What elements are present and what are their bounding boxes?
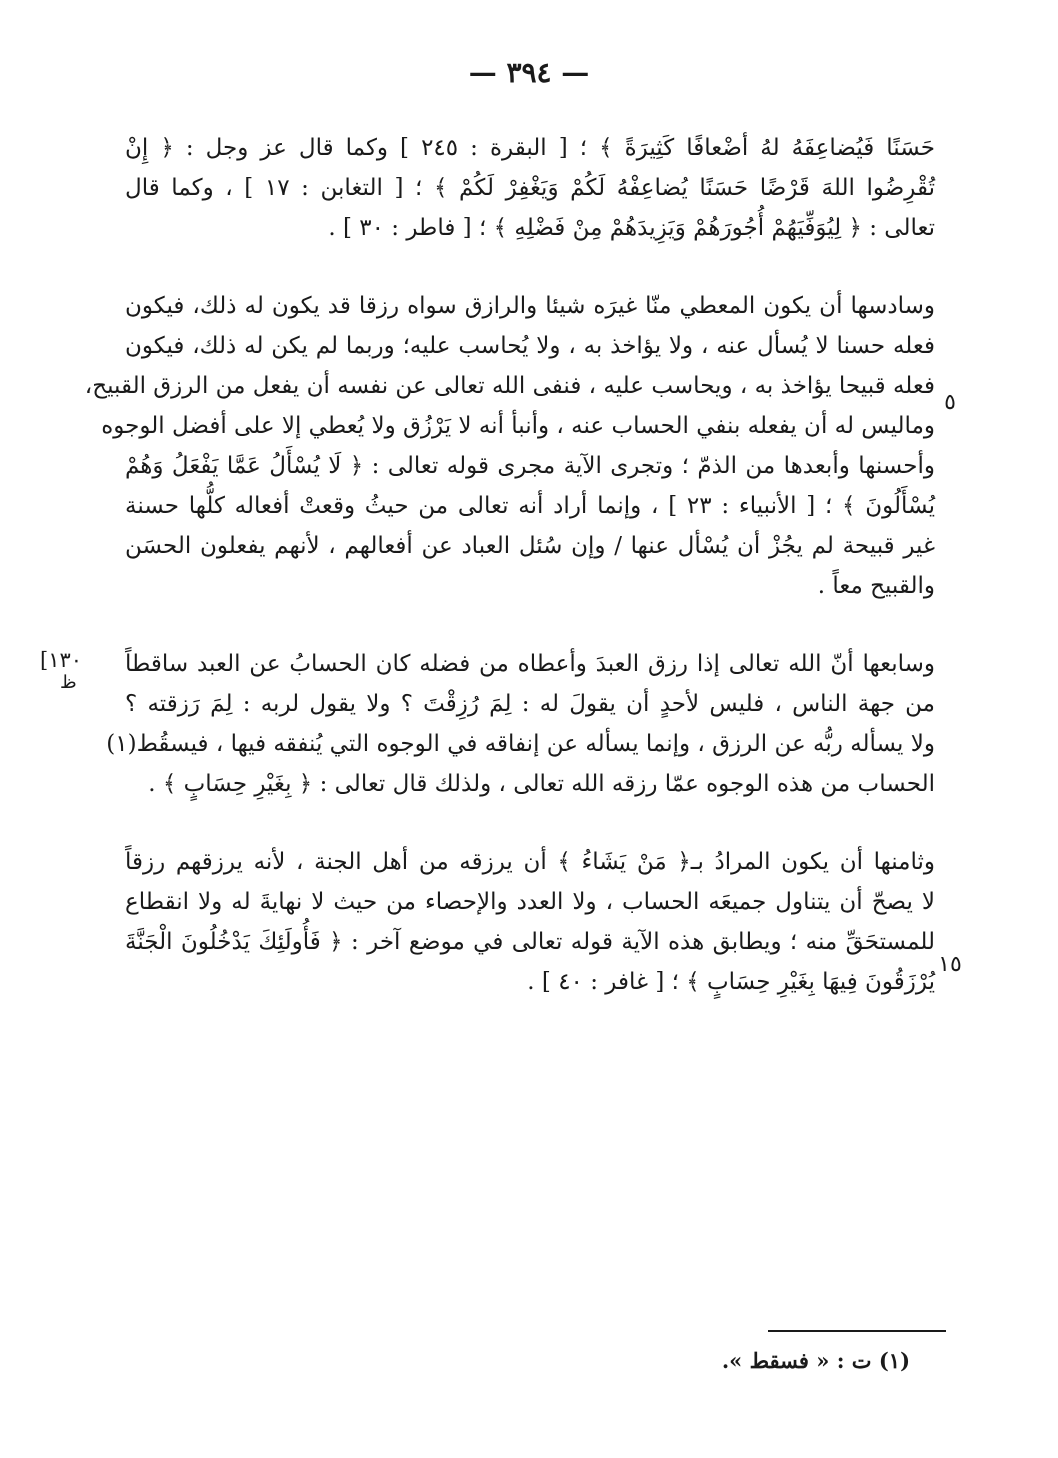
paragraph-4 bbox=[125, 842, 935, 1002]
text-line: فعله حسنا لا يُسأل عنه ، ولا يؤاخذ به ، ولا يُحاسب عليه؛ وربما لم يكن له ذلك، فيكون bbox=[125, 333, 935, 359]
text-line: الحساب من هذه الوجوه عمّا رزقه الله تعالى ، ولذلك قال تعالى : ﴿ بِغَيْرِ حِسَابٍ ﴾ . bbox=[148, 771, 935, 797]
text-line: ولا يسأله ربُّه عن الرزق ، وإنما يسأله عن إنفاقه في الوجوه التي يُنفقه فيها ، فيسقُط(١) bbox=[106, 731, 935, 757]
text-line: للمستحَقِّ منه ؛ ويطابق هذه الآية قوله تعالى في موضع آخر : ﴿ فَأُولَئِكَ يَدْخُلُونَ الْجَنَّةَ bbox=[125, 929, 935, 955]
text-line: من جهة الناس ، فليس لأحدٍ أن يقولَ له : لِمَ رُزِقْتَ ؟ ولا يقول لربه : لِمَ رَزقته ؟ bbox=[125, 691, 935, 717]
footnote-divider bbox=[768, 1330, 946, 1332]
text-line: يُسْأَلُونَ ﴾ ؛ [ الأنبياء : ٢٣ ] ، وإنما أراد أنه تعالى من حيثُ وقعتْ أفعاله كلُّها حسنة bbox=[125, 493, 935, 519]
line-number-15: ١٥ bbox=[938, 952, 962, 977]
paragraph-2 bbox=[84, 286, 935, 606]
text-line: يُرْزَقُونَ فِيهَا بِغَيْرِ حِسَابٍ ﴾ ؛ [ غافر : ٤٠ ] . bbox=[527, 969, 935, 995]
main-text bbox=[84, 128, 935, 1002]
footnote: (١) ت : « فسقط ». bbox=[721, 1348, 910, 1373]
text-line: وسابعها أنّ الله تعالى إذا رزق العبدَ وأعطاه من فضله كان الحسابُ عن العبد ساقطاً bbox=[125, 651, 935, 677]
text-line: تُقْرِضُوا اللهَ قَرْضًا حَسَنًا يُضاعِفْهُ لَكُمْ وَيَغْفِرْ لَكُمْ ﴾ ؛ [ التغابن : ١٧ ] ، وكما قال bbox=[125, 175, 935, 201]
paragraph-3 bbox=[106, 644, 935, 804]
page-number: — ٣٩٤ — bbox=[468, 56, 590, 89]
text-line: حَسَنًا فَيُضاعِفَهُ لهُ أضْعافًا كَثِيرَةً ﴾ ؛ [ البقرة : ٢٤٥ ] وكما قال عز وجل : ﴿ إِنْ bbox=[125, 135, 935, 161]
text-line: فعله قبيحا يؤاخذ به ، ويحاسب عليه ، فنفى الله تعالى عن نفسه أن يفعل من الرزق القبيح، bbox=[84, 373, 935, 399]
text-line: والقبيح معاً . bbox=[817, 573, 935, 599]
folio-number: [١٣٠ bbox=[40, 648, 83, 672]
line-number-5: ٥ bbox=[944, 390, 956, 415]
text-line: وماليس له أن يفعله بنفي الحساب عنه ، وأنبأ أنه لا يَرْزُق ولا يُعطي إلا على أفضل الوجوه bbox=[101, 413, 935, 439]
text-line: غير قبيحة لم يجُزْ أن يُسْأل عنها / وإن سُئل العباد عن أفعالهم ، لأنهم يفعلون الحسَن bbox=[125, 533, 935, 559]
paragraph-1 bbox=[125, 128, 935, 248]
text-line: وثامنها أن يكون المرادُ بـ﴿ مَنْ يَشَاءُ ﴾ أن يرزقه من أهل الجنة ، لأنه يرزقهم رزقاً bbox=[125, 849, 935, 875]
folio-side: ظ bbox=[60, 672, 77, 693]
text-line: لا يصحّ أن يتناول جميعَه الحساب ، ولا العدد والإحصاء من حيث لا نهايةَ له ولا انقطاع bbox=[125, 889, 935, 915]
text-line: وسادسها أن يكون المعطي منّا غيرَه شيئا والرازق سواه رزقا قد يكون له ذلك، فيكون bbox=[125, 293, 935, 319]
manuscript-folio-ref bbox=[40, 648, 120, 694]
text-line: وأحسنها وأبعدها من الذمّ ؛ وتجرى الآية مجرى قوله تعالى : ﴿ لَا يُسْأَلُ عَمَّا يَفْعَلُ وَهُمْ bbox=[125, 453, 935, 479]
text-line: تعالى : ﴿ لِيُوَفِّيَهُمْ أُجُورَهُمْ وَيَزِيدَهُمْ مِنْ فَضْلِهِ ﴾ ؛ [ فاطر : ٣٠ ] . bbox=[328, 215, 935, 241]
